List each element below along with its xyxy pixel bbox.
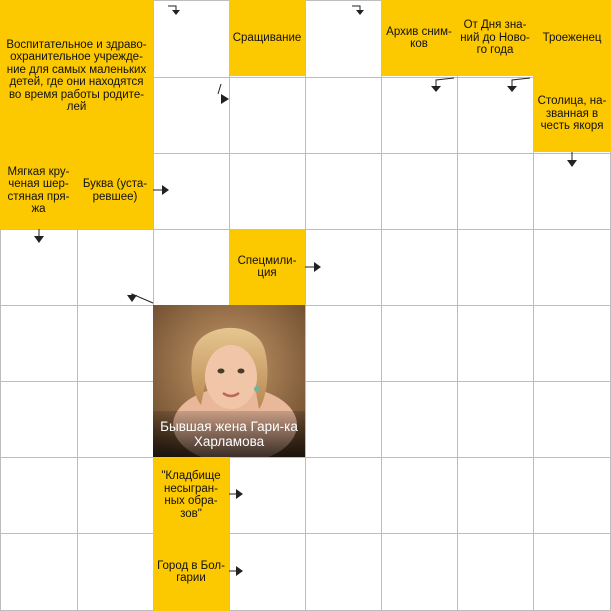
grid-line [381, 0, 382, 611]
answer-cell[interactable] [457, 229, 533, 305]
clue-photo-archive: Архив сним-ков [381, 0, 457, 76]
answer-cell[interactable] [381, 77, 457, 153]
clue-old-letter: Буква (уста-ревшее) [77, 152, 153, 229]
answer-cell[interactable] [0, 457, 77, 533]
grid-line [0, 457, 611, 458]
answer-cell[interactable] [305, 305, 381, 381]
answer-cell[interactable] [229, 533, 305, 611]
grid-line [457, 0, 458, 611]
answer-cell[interactable] [533, 305, 611, 381]
answer-cell[interactable] [457, 381, 533, 457]
answer-cell[interactable] [153, 0, 229, 77]
answer-cell[interactable] [305, 229, 381, 305]
answer-cell[interactable] [229, 153, 305, 229]
answer-cell[interactable] [533, 153, 611, 229]
answer-cell[interactable] [77, 381, 153, 457]
answer-cell[interactable] [305, 77, 381, 153]
answer-cell[interactable] [305, 533, 381, 611]
photo-clue [153, 305, 305, 457]
answer-cell[interactable] [533, 533, 611, 611]
clue-special-police: Спецмили-ция [229, 229, 305, 305]
answer-cell[interactable] [457, 77, 533, 153]
clue-new-year-period: От Дня зна-ний до Ново-го года [457, 0, 533, 76]
answer-cell[interactable] [0, 229, 77, 305]
answer-cell[interactable] [305, 381, 381, 457]
answer-cell[interactable] [457, 153, 533, 229]
answer-cell[interactable] [457, 457, 533, 533]
answer-cell[interactable] [153, 229, 229, 305]
clue-splicing: Сращивание [229, 0, 305, 76]
clue-capital-anchor: Столица, на-званная в честь якоря [533, 76, 611, 152]
answer-cell[interactable] [533, 381, 611, 457]
grid-line [0, 533, 611, 534]
answer-cell[interactable] [229, 77, 305, 153]
clue-three-wives: Троеженец [533, 0, 611, 76]
answer-cell[interactable] [153, 77, 229, 153]
answer-cell[interactable] [457, 305, 533, 381]
clue-kindergarten: Воспитательное и здраво-охранительное учрежде-ние для самых маленьких детей, где они находятся во время работы родите-лей [0, 0, 153, 152]
answer-cell[interactable] [305, 457, 381, 533]
answer-cell[interactable] [381, 533, 457, 611]
answer-cell[interactable] [381, 305, 457, 381]
clue-yarn: Мягкая кру-ченая шер-стяная пря-жа [0, 152, 77, 229]
answer-cell[interactable] [229, 457, 305, 533]
clue-bulgaria-city: Город в Бол-гарии [153, 533, 229, 611]
answer-cell[interactable] [77, 305, 153, 381]
clue-cemetery: "Кладбище несыгран-ных обра-зов" [153, 457, 229, 533]
answer-cell[interactable] [381, 153, 457, 229]
answer-cell[interactable] [77, 229, 153, 305]
answer-cell[interactable] [0, 533, 77, 611]
answer-cell[interactable] [153, 153, 229, 229]
answer-cell[interactable] [0, 305, 77, 381]
photo-caption: Бывшая жена Гари-ка Харламова [153, 411, 305, 457]
answer-cell[interactable] [77, 457, 153, 533]
grid-line [0, 305, 611, 306]
answer-cell[interactable] [305, 0, 381, 77]
answer-cell[interactable] [381, 381, 457, 457]
grid-line [0, 381, 611, 382]
answer-cell[interactable] [0, 381, 77, 457]
answer-cell[interactable] [533, 229, 611, 305]
answer-cell[interactable] [381, 229, 457, 305]
answer-cell[interactable] [533, 457, 611, 533]
answer-cell[interactable] [305, 153, 381, 229]
answer-cell[interactable] [457, 533, 533, 611]
answer-cell[interactable] [77, 533, 153, 611]
answer-cell[interactable] [381, 457, 457, 533]
